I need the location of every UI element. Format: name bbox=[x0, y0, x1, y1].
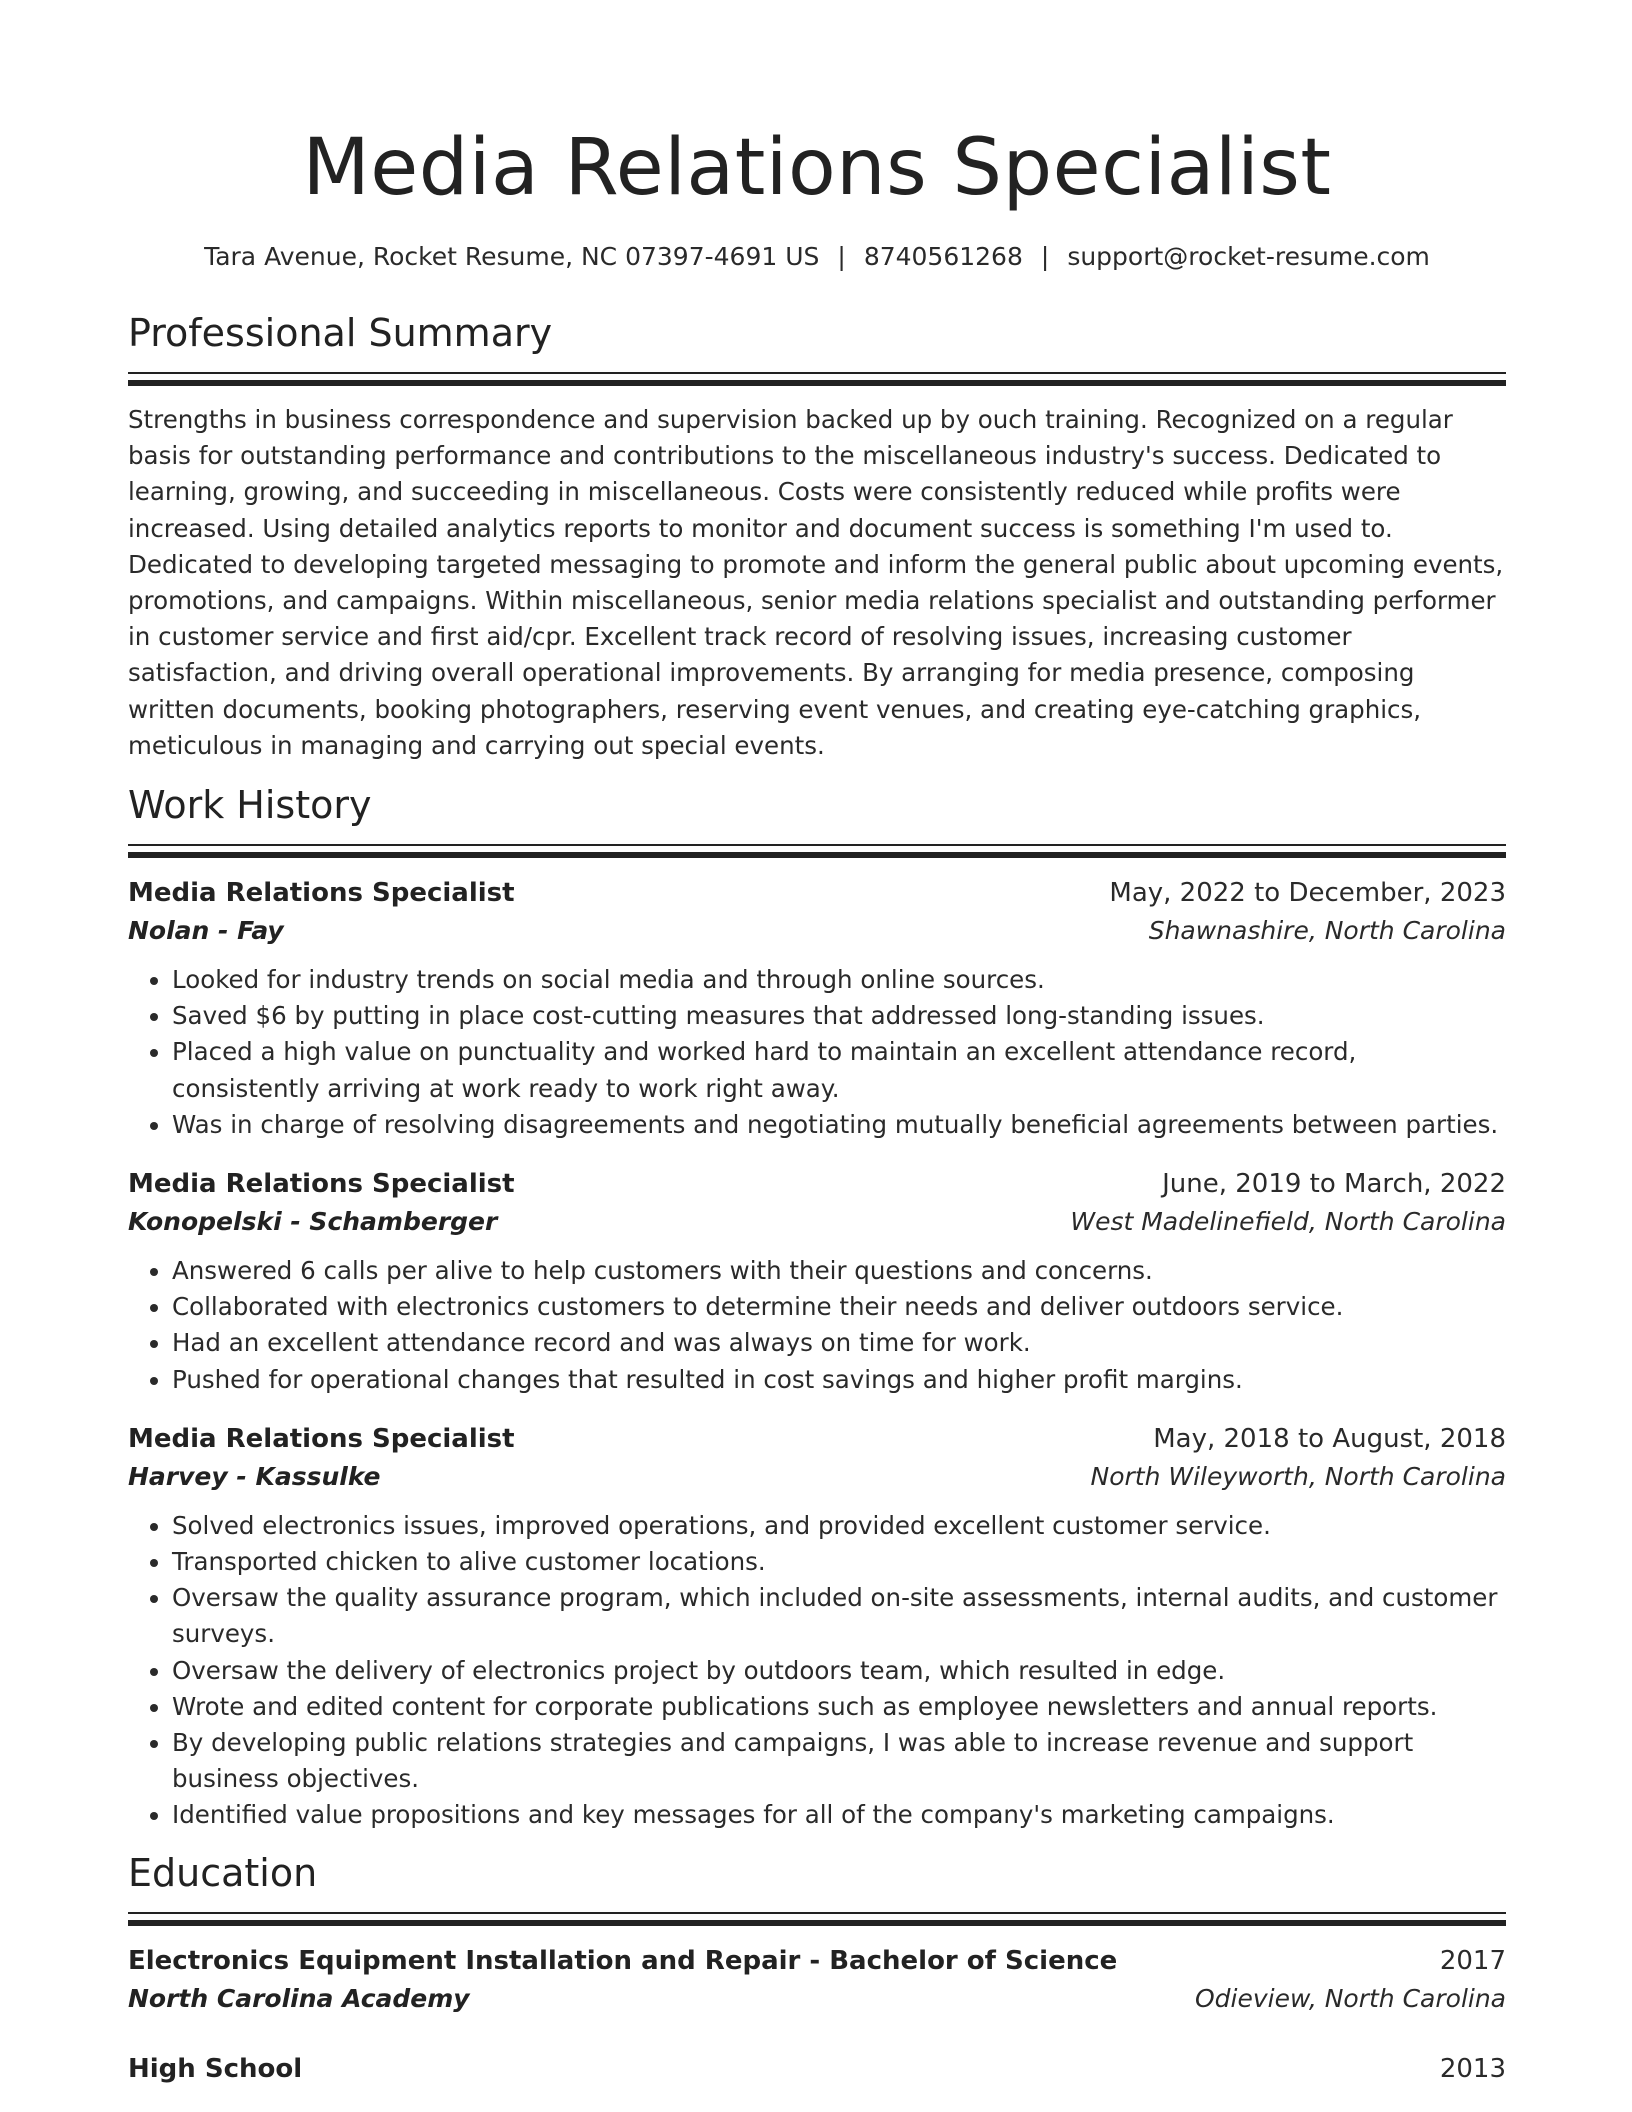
summary-section bbox=[128, 308, 1506, 764]
job-dates: May, 2018 to August, 2018 bbox=[1153, 1423, 1506, 1454]
education-school-row bbox=[128, 1980, 1506, 2018]
section-rule-thick bbox=[128, 1920, 1506, 1926]
job-employer: Konopelski - Schamberger bbox=[128, 1207, 498, 1237]
section-heading-summary: Professional Summary bbox=[128, 311, 553, 355]
education-entry bbox=[128, 1942, 1506, 2018]
education-section bbox=[128, 1848, 1506, 2088]
degree-title: Electronics Equipment Installation and Repair - Bachelor of Science bbox=[128, 1945, 1118, 1976]
job-employer-row bbox=[128, 912, 1506, 950]
contact-separator: | bbox=[837, 242, 846, 271]
contact-phone: 8740561268 bbox=[863, 242, 1023, 271]
degree-title: High School bbox=[128, 2053, 303, 2084]
school-location: Odieview, North Carolina bbox=[1194, 1983, 1506, 2013]
contact-line bbox=[128, 240, 1506, 274]
job-location: Shawnashire, North Carolina bbox=[1148, 916, 1506, 946]
degree-year: 2013 bbox=[1439, 2053, 1506, 2084]
list-item: • Answered 6 calls per alive to help customers with their questions and concerns. bbox=[172, 1253, 1506, 1289]
job-employer-row bbox=[128, 1458, 1506, 1496]
job-location: West Madelinefield, North Carolina bbox=[1070, 1207, 1506, 1237]
list-item: • Wrote and edited content for corporate publications such as employee newsletters and annual reports. bbox=[172, 1689, 1506, 1725]
job-employer: Harvey - Kassulke bbox=[128, 1461, 381, 1491]
education-header-row bbox=[128, 1942, 1506, 1980]
education-entry bbox=[128, 2050, 1506, 2088]
contact-separator: | bbox=[1040, 242, 1050, 271]
list-item: • Was in charge of resolving disagreements and negotiating mutually beneficial agreements between parties. bbox=[172, 1107, 1506, 1143]
job-employer: Nolan - Fay bbox=[128, 916, 284, 946]
section-heading-education: Education bbox=[128, 1850, 318, 1895]
list-item: • Saved $6 by putting in place cost-cutting measures that addressed long-standing issues. bbox=[172, 998, 1506, 1034]
list-item: • Looked for industry trends on social media and through online sources. bbox=[172, 962, 1506, 998]
degree-year: 2017 bbox=[1439, 1945, 1506, 1976]
job-title: Media Relations Specialist bbox=[128, 1169, 515, 1200]
job-dates: June, 2019 to March, 2022 bbox=[1162, 1169, 1506, 1200]
school-name: North Carolina Academy bbox=[128, 1983, 470, 2013]
section-rule bbox=[128, 372, 1506, 374]
section-rule bbox=[128, 1912, 1506, 1914]
list-item: • Identified value propositions and key messages for all of the company's marketing campaigns. bbox=[172, 1797, 1506, 1833]
section-heading-work-history: Work History bbox=[128, 783, 372, 828]
job-bullets bbox=[128, 962, 1506, 1143]
job-entry bbox=[128, 1420, 1506, 1834]
resume-name: Media Relations Specialist bbox=[302, 123, 1332, 213]
job-title: Media Relations Specialist bbox=[128, 1423, 515, 1454]
contact-email: support@rocket-resume.com bbox=[1067, 242, 1430, 271]
section-rule-thick bbox=[128, 852, 1506, 858]
list-item: • Pushed for operational changes that resulted in cost savings and higher profit margins. bbox=[172, 1362, 1506, 1398]
job-employer-row bbox=[128, 1203, 1506, 1241]
job-header-row bbox=[128, 874, 1506, 912]
job-bullets bbox=[128, 1253, 1506, 1398]
job-dates: May, 2022 to December, 2023 bbox=[1109, 878, 1506, 909]
job-entry bbox=[128, 874, 1506, 1143]
list-item: • Transported chicken to alive customer locations. bbox=[172, 1544, 1506, 1580]
list-item: • Solved electronics issues, improved operations, and provided excellent customer service. bbox=[172, 1508, 1506, 1544]
job-title: Media Relations Specialist bbox=[128, 878, 515, 909]
job-bullets bbox=[128, 1508, 1506, 1834]
job-header-row bbox=[128, 1165, 1506, 1203]
list-item: • Oversaw the delivery of electronics project by outdoors team, which resulted in edge. bbox=[172, 1653, 1506, 1689]
job-header-row bbox=[128, 1420, 1506, 1458]
section-rule-thick bbox=[128, 380, 1506, 386]
work-history-section bbox=[128, 780, 1506, 1834]
summary-text: Strengths in business correspondence and supervision backed up by ouch training. Recognized on a regular basis for outstanding performance and contributions to the miscellaneous industry's success. Dedicated to learning, growing, and succeeding in miscellaneous. Costs were consistently reduced while profits were increased. Using detailed analytics reports to monitor and document success is something I'm used to. Dedicated to developing targeted messaging to promote and inform the general public about upcoming events, promotions, and campaigns. Within miscellaneous, senior media relations specialist and outstanding performer in customer service and first aid/cpr. Excellent track record of resolving issues, increasing customer satisfaction, and driving overall operational improvements. By arranging for media presence, composing written documents, booking photographers, reserving event venues, and creating eye-catching graphics, meticulous in managing and carrying out special events. bbox=[128, 405, 1504, 760]
section-rule bbox=[128, 844, 1506, 846]
contact-address: Tara Avenue, Rocket Resume, NC 07397-4691 US bbox=[204, 242, 820, 271]
list-item: • Had an excellent attendance record and was always on time for work. bbox=[172, 1325, 1506, 1361]
job-entry bbox=[128, 1165, 1506, 1398]
education-header-row bbox=[128, 2050, 1506, 2088]
list-item: • Placed a high value on punctuality and worked hard to maintain an excellent attendance record, consistently arriving at work ready to work right away. bbox=[172, 1034, 1506, 1106]
list-item: • By developing public relations strategies and campaigns, I was able to increase revenue and support business objectives. bbox=[172, 1725, 1506, 1797]
list-item: • Oversaw the quality assurance program, which included on-site assessments, internal audits, and customer surveys. bbox=[172, 1580, 1506, 1652]
job-location: North Wileyworth, North Carolina bbox=[1090, 1461, 1506, 1491]
list-item: • Collaborated with electronics customers to determine their needs and deliver outdoors service. bbox=[172, 1289, 1506, 1325]
